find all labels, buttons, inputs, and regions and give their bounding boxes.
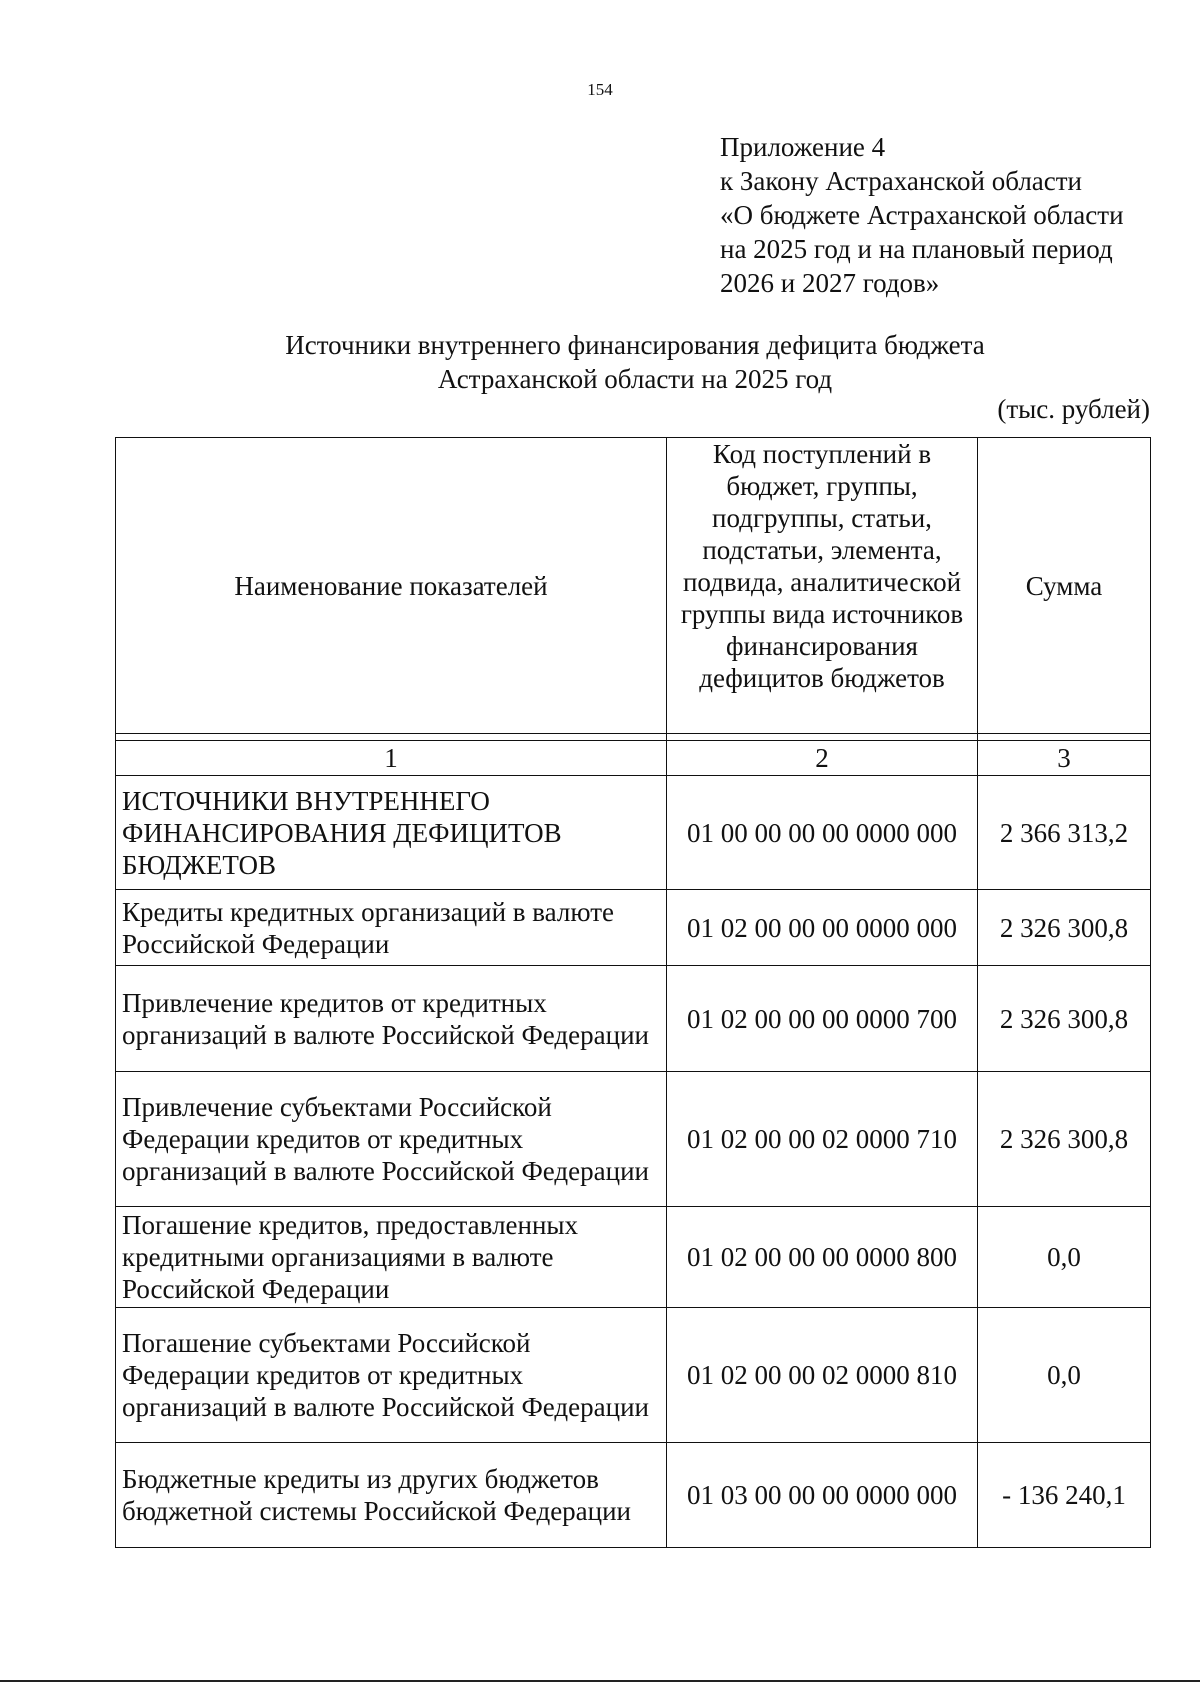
table-row: [116, 890, 1151, 966]
appendix-line: на 2025 год и на плановый период: [720, 234, 1113, 264]
table-row: [116, 966, 1151, 1072]
appendix-line: Приложение 4: [720, 132, 886, 162]
row-sum: 0,0: [978, 1207, 1151, 1308]
row-sum: 2 326 300,8: [978, 966, 1151, 1072]
row-code: 01 02 00 00 02 0000 710: [667, 1072, 978, 1207]
table-header-row: [116, 438, 1151, 734]
row-sum: 2 326 300,8: [978, 890, 1151, 966]
table-row: [116, 1443, 1151, 1548]
page-bottom-rule: [0, 1680, 1200, 1682]
financing-sources-table: [115, 437, 1151, 1548]
row-name: Погашение субъектами Российской Федерации кредитов от кредитных организаций в валюте Российской Федерации: [116, 1308, 667, 1443]
row-code: 01 02 00 00 00 0000 800: [667, 1207, 978, 1308]
header-name: Наименование показателей: [116, 438, 667, 734]
column-number: 1: [116, 741, 667, 776]
row-name: Привлечение субъектами Российской Федерации кредитов от кредитных организаций в валюте Российской Федерации: [116, 1072, 667, 1207]
row-sum: 2 326 300,8: [978, 1072, 1151, 1207]
header-sum: Сумма: [978, 438, 1151, 734]
table-row: [116, 1308, 1151, 1443]
appendix-block: [720, 130, 1124, 300]
row-name: Погашение кредитов, предоставленных кредитными организациями в валюте Российской Федерации: [116, 1207, 667, 1308]
title-line-1: Источники внутреннего финансирования дефицита бюджета: [285, 330, 985, 360]
row-code: 01 02 00 00 00 0000 000: [667, 890, 978, 966]
header-code: Код поступлений в бюджет, группы, подгруппы, статьи, подстатьи, элемента, подвида, аналитической группы вида источников финансирования дефицитов бюджетов: [667, 438, 978, 734]
row-name: ИСТОЧНИКИ ВНУТРЕННЕГО ФИНАНСИРОВАНИЯ ДЕФИЦИТОВ БЮДЖЕТОВ: [116, 776, 667, 890]
column-number: 3: [978, 741, 1151, 776]
appendix-line: 2026 и 2027 годов»: [720, 268, 940, 298]
column-number-row: [116, 741, 1151, 776]
row-sum: - 136 240,1: [978, 1443, 1151, 1548]
row-code: 01 02 00 00 00 0000 700: [667, 966, 978, 1072]
table-row: [116, 1207, 1151, 1308]
title-line-2: Астраханской области на 2025 год: [437, 364, 833, 394]
header-separator: [116, 734, 1151, 741]
row-name: Бюджетные кредиты из других бюджетов бюджетной системы Российской Федерации: [116, 1443, 667, 1548]
row-sum: 2 366 313,2: [978, 776, 1151, 890]
table-row: [116, 1072, 1151, 1207]
row-name: Привлечение кредитов от кредитных организаций в валюте Российской Федерации: [116, 966, 667, 1072]
row-code: 01 03 00 00 00 0000 000: [667, 1443, 978, 1548]
appendix-line: к Закону Астраханской области: [720, 166, 1083, 196]
row-code: 01 02 00 00 02 0000 810: [667, 1308, 978, 1443]
column-number: 2: [667, 741, 978, 776]
row-sum: 0,0: [978, 1308, 1151, 1443]
table-row: [116, 776, 1151, 890]
document-title: [0, 328, 1200, 396]
appendix-line: «О бюджете Астраханской области: [720, 200, 1124, 230]
page-number: 154: [587, 80, 613, 99]
row-code: 01 00 00 00 00 0000 000: [667, 776, 978, 890]
row-name: Кредиты кредитных организаций в валюте Российской Федерации: [116, 890, 667, 966]
units-label: (тыс. рублей): [997, 394, 1150, 424]
